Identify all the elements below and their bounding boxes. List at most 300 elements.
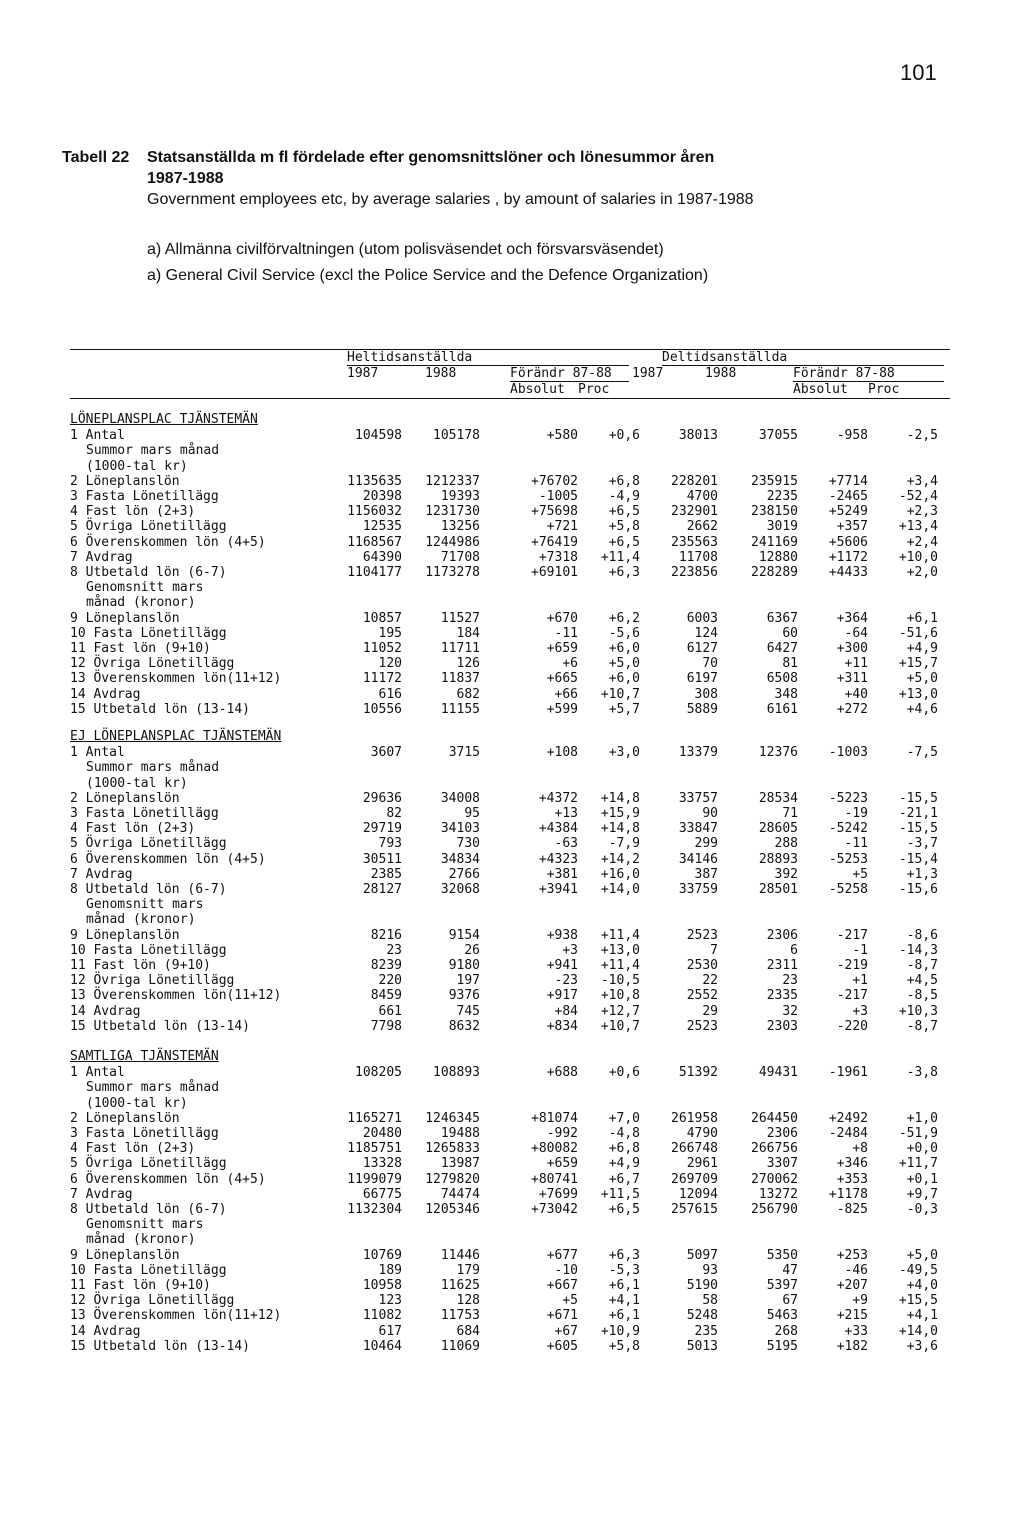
cell-part-1987: 58	[702, 1293, 718, 1309]
cell-full-1988: 11446	[440, 1247, 480, 1263]
header-part-change: Förändr 87-88	[793, 366, 895, 381]
cell-part-change-pct: +0,0	[906, 1141, 938, 1157]
cell-part-change-pct: -51,6	[898, 625, 938, 641]
cell-part-change-abs: +4433	[828, 565, 868, 580]
cell-full-1988: 105178	[433, 428, 480, 444]
row-label: 3 Fasta Lönetillägg	[70, 806, 219, 821]
cell-part-1987: 299	[694, 836, 718, 852]
page-number: 101	[900, 60, 937, 85]
cell-part-1987: 261958	[671, 1110, 718, 1126]
cell-part-change-pct: -8,7	[906, 958, 938, 973]
cell-full-change-abs: +84	[554, 1003, 578, 1019]
cell-part-1988: 2306	[766, 1126, 798, 1141]
cell-part-1987: 4790	[686, 1126, 718, 1141]
cell-full-change-pct: +5,7	[608, 701, 640, 717]
cell-full-1987: 7798	[370, 1018, 402, 1034]
row-label: 4 Fast lön (2+3)	[70, 504, 196, 520]
cell-part-1988: 6427	[766, 641, 798, 656]
cell-part-1988: 47	[782, 1262, 798, 1278]
cell-full-1987: 120	[378, 656, 402, 672]
cell-part-change-pct: -21,1	[898, 806, 938, 821]
cell-full-1987: 28127	[362, 882, 402, 897]
cell-part-change-pct: +4,9	[906, 641, 938, 656]
cell-part-1987: 228201	[671, 473, 718, 489]
cell-full-change-pct: +6,1	[608, 1278, 640, 1293]
cell-part-change-pct: -15,4	[898, 851, 938, 867]
row-label: (1000-tal kr)	[86, 775, 188, 791]
cell-part-1987: 70	[702, 656, 718, 672]
cell-full-1987: 793	[378, 836, 402, 852]
cell-part-change-abs: +7714	[828, 473, 868, 489]
row-label: 11 Fast lön (9+10)	[70, 958, 211, 973]
cell-full-1987: 1185751	[347, 1141, 402, 1157]
cell-part-change-pct: -3,7	[906, 836, 938, 852]
cell-full-1987: 195	[378, 625, 402, 641]
title-swedish-line2: 1987-1988	[147, 170, 224, 187]
cell-full-1987: 3607	[370, 745, 402, 761]
row-label: 1 Antal	[70, 745, 125, 761]
cell-full-change-abs: +580	[546, 428, 578, 444]
cell-part-1987: 13379	[678, 745, 718, 761]
title-swedish-line1: Statsanställda m fl fördelade efter genomsnittslöner och lönesummor åren	[147, 149, 715, 166]
cell-full-change-pct: +10,9	[600, 1323, 640, 1339]
cell-part-change-abs: -2484	[828, 1126, 868, 1141]
cell-full-1987: 23	[386, 942, 402, 958]
row-label: månad (kronor)	[86, 595, 196, 611]
cell-part-change-abs: +300	[836, 641, 868, 656]
cell-part-change-pct: +0,1	[906, 1171, 938, 1187]
cell-part-1988: 3307	[766, 1156, 798, 1172]
cell-part-change-abs: +8	[852, 1141, 868, 1157]
cell-part-1988: 5397	[766, 1278, 798, 1293]
cell-full-1988: 1246345	[425, 1110, 480, 1126]
cell-full-1988: 684	[456, 1323, 480, 1339]
cell-full-1987: 10464	[362, 1338, 402, 1354]
cell-part-change-pct: +1,3	[906, 866, 938, 882]
cell-full-1987: 220	[378, 973, 402, 989]
row-label: 15 Utbetald lön (13-14)	[70, 701, 251, 717]
cell-full-1987: 1168567	[347, 534, 402, 550]
cell-full-change-pct: +6,0	[608, 641, 640, 656]
cell-part-1987: 29	[702, 1003, 718, 1019]
cell-part-change-abs: +272	[836, 701, 868, 717]
cell-full-change-pct: -5,3	[608, 1262, 640, 1278]
cell-full-change-pct: +6,7	[608, 1171, 640, 1187]
cell-part-1988: 12376	[758, 745, 798, 761]
cell-part-change-pct: +10,3	[898, 1003, 938, 1019]
cell-full-1988: 19393	[440, 489, 480, 504]
cell-full-1988: 11837	[440, 671, 480, 687]
cell-part-change-abs: +357	[836, 519, 868, 535]
cell-full-change-abs: +941	[546, 958, 578, 973]
row-label: 11 Fast lön (9+10)	[70, 641, 211, 656]
cell-full-change-abs: +6	[562, 656, 578, 672]
cell-part-1987: 232901	[671, 504, 718, 520]
cell-full-change-abs: +659	[546, 641, 578, 656]
row-label: Summor mars månad	[86, 760, 220, 776]
cell-full-change-pct: +12,7	[600, 1003, 640, 1019]
cell-full-1988: 126	[456, 656, 480, 672]
cell-full-1988: 11753	[440, 1308, 480, 1324]
cell-part-1987: 2662	[686, 519, 718, 535]
row-label: 7 Avdrag	[70, 549, 133, 565]
cell-full-change-pct: -10,5	[600, 973, 640, 989]
cell-full-1988: 11711	[440, 641, 480, 656]
cell-part-1987: 51392	[678, 1065, 718, 1081]
cell-full-1987: 30511	[362, 851, 402, 867]
cell-part-change-abs: -5223	[828, 790, 868, 806]
cell-full-change-pct: +5,0	[608, 656, 640, 672]
cell-part-change-abs: +5	[852, 866, 868, 882]
cell-full-1987: 617	[378, 1323, 402, 1339]
cell-full-1987: 108205	[355, 1065, 402, 1081]
cell-full-change-pct: +16,0	[600, 866, 640, 882]
row-label: 10 Fasta Lönetillägg	[70, 1262, 227, 1278]
cell-part-1987: 5013	[686, 1338, 718, 1354]
cell-full-change-abs: +76702	[531, 473, 578, 489]
cell-full-change-abs: +3	[562, 942, 578, 958]
cell-full-change-pct: +7,0	[608, 1110, 640, 1126]
header-part-absolute: Absolut	[793, 382, 848, 397]
cell-full-change-pct: +15,9	[600, 806, 640, 821]
cell-part-change-pct: -51,9	[898, 1126, 938, 1141]
row-label: 10 Fasta Lönetillägg	[70, 625, 227, 641]
cell-part-1987: 124	[694, 625, 718, 641]
cell-part-1988: 5463	[766, 1308, 798, 1324]
cell-full-change-abs: +659	[546, 1156, 578, 1172]
cell-full-change-pct: +5,8	[608, 1338, 640, 1354]
cell-part-1987: 34146	[678, 851, 718, 867]
cell-part-1987: 4700	[686, 489, 718, 504]
cell-full-1988: 108893	[433, 1065, 480, 1081]
cell-full-1988: 9376	[448, 988, 480, 1004]
row-label: 15 Utbetald lön (13-14)	[70, 1338, 251, 1354]
cell-full-1987: 8459	[370, 988, 402, 1004]
cell-part-1987: 266748	[671, 1141, 718, 1157]
row-label: Genomsnitt mars	[86, 897, 204, 913]
cell-part-change-abs: +364	[836, 610, 868, 626]
cell-part-change-pct: -2,5	[906, 428, 938, 444]
cell-part-1987: 269709	[671, 1171, 718, 1187]
cell-full-1987: 12535	[362, 519, 402, 535]
row-label: 9 Löneplanslön	[70, 610, 180, 626]
header-full-percent: Proc	[578, 382, 610, 397]
cell-part-1988: 13272	[758, 1186, 798, 1202]
cell-part-1988: 2311	[766, 958, 798, 973]
cell-full-1987: 29636	[362, 790, 402, 806]
row-label: Genomsnitt mars	[86, 1217, 204, 1233]
cell-part-1987: 33847	[678, 821, 718, 837]
cell-full-1987: 82	[386, 806, 402, 821]
cell-part-change-abs: -220	[836, 1018, 868, 1034]
row-label: 11 Fast lön (9+10)	[70, 1278, 211, 1293]
cell-full-1988: 128	[456, 1293, 480, 1309]
cell-part-1988: 5350	[766, 1247, 798, 1263]
cell-part-change-pct: +5,0	[906, 671, 938, 687]
cell-part-1987: 5889	[686, 701, 718, 717]
cell-full-1987: 1132304	[347, 1202, 402, 1217]
cell-part-1987: 22	[702, 973, 718, 989]
row-label: 14 Avdrag	[70, 1003, 141, 1019]
row-label: 9 Löneplanslön	[70, 1247, 180, 1263]
cell-part-change-abs: +33	[844, 1323, 868, 1339]
row-label: 13 Överenskommen lön(11+12)	[70, 1308, 282, 1324]
cell-full-change-pct: +6,8	[608, 1141, 640, 1157]
cell-part-change-pct: +2,0	[906, 565, 938, 580]
cell-full-change-abs: -63	[554, 836, 578, 852]
row-label: 8 Utbetald lön (6-7)	[70, 882, 227, 897]
cell-part-1988: 12880	[758, 549, 798, 565]
cell-part-1988: 32	[782, 1003, 798, 1019]
row-label: 6 Överenskommen lön (4+5)	[70, 851, 266, 867]
cell-full-1987: 11082	[362, 1308, 402, 1324]
cell-full-change-abs: +108	[546, 745, 578, 761]
cell-part-change-abs: -46	[844, 1262, 868, 1278]
cell-part-1987: 5248	[686, 1308, 718, 1324]
cell-part-change-pct: +15,5	[898, 1293, 938, 1309]
cell-full-1988: 1173278	[425, 565, 480, 580]
cell-part-change-pct: +2,4	[906, 534, 938, 550]
row-label: 13 Överenskommen lön(11+12)	[70, 988, 282, 1004]
cell-part-1987: 387	[694, 866, 718, 882]
table-label: Tabell 22	[62, 149, 130, 166]
cell-full-change-abs: +13	[554, 806, 578, 821]
cell-full-change-pct: +5,8	[608, 519, 640, 535]
group-title: LÖNEPLANSPLAC TJÄNSTEMÄN	[70, 412, 258, 427]
cell-part-1987: 2523	[686, 1018, 718, 1034]
cell-part-1988: 49431	[758, 1065, 798, 1081]
cell-full-change-pct: -7,9	[608, 836, 640, 852]
cell-full-change-abs: +7318	[538, 549, 578, 565]
cell-part-1987: 33757	[678, 790, 718, 806]
title-english: Government employees etc, by average salaries , by amount of salaries in 1987-1988	[147, 191, 754, 208]
row-label: 7 Avdrag	[70, 1186, 133, 1202]
cell-full-change-abs: +7699	[538, 1186, 578, 1202]
cell-full-change-pct: +3,0	[608, 745, 640, 761]
cell-part-change-pct: -15,5	[898, 790, 938, 806]
cell-full-change-abs: +688	[546, 1065, 578, 1081]
cell-part-1987: 5097	[686, 1247, 718, 1263]
cell-part-1987: 5190	[686, 1278, 718, 1293]
cell-part-1987: 12094	[678, 1186, 718, 1202]
cell-part-1988: 6367	[766, 610, 798, 626]
cell-part-change-pct: +4,6	[906, 701, 938, 717]
row-label: 14 Avdrag	[70, 1323, 141, 1339]
cell-full-change-pct: +13,0	[600, 942, 640, 958]
cell-full-1988: 74474	[440, 1186, 480, 1202]
header-full-1987: 1987	[347, 366, 379, 381]
cell-full-change-pct: +10,7	[600, 686, 640, 702]
cell-part-1987: 2523	[686, 927, 718, 943]
cell-full-change-pct: +6,5	[608, 534, 640, 550]
cell-part-change-abs: +1178	[828, 1186, 868, 1202]
cell-full-1987: 1135635	[347, 473, 402, 489]
cell-full-1988: 1212337	[425, 473, 480, 489]
cell-part-change-pct: -52,4	[898, 489, 938, 504]
cell-part-1987: 257615	[671, 1202, 718, 1217]
cell-part-1988: 2335	[766, 988, 798, 1004]
cell-part-change-abs: -217	[836, 927, 868, 943]
cell-full-change-abs: +4323	[538, 851, 578, 867]
cell-full-1988: 11625	[440, 1278, 480, 1293]
cell-part-change-pct: +14,0	[898, 1323, 938, 1339]
cell-full-1987: 29719	[362, 821, 402, 837]
cell-full-change-abs: +671	[546, 1308, 578, 1324]
cell-full-1988: 34008	[440, 790, 480, 806]
cell-part-change-pct: -14,3	[898, 942, 938, 958]
cell-full-change-abs: -10	[554, 1262, 578, 1278]
cell-full-1988: 2766	[448, 866, 480, 882]
cell-full-change-abs: +4384	[538, 821, 578, 837]
cell-full-1988: 71708	[440, 549, 480, 565]
cell-part-change-abs: -64	[844, 625, 868, 641]
cell-full-change-pct: +6,5	[608, 504, 640, 520]
row-label: 12 Övriga Lönetillägg	[70, 1293, 235, 1309]
cell-part-1988: 6	[790, 942, 798, 958]
row-label: 2 Löneplanslön	[70, 790, 180, 806]
cell-full-1987: 64390	[362, 549, 402, 565]
cell-part-1987: 6197	[686, 671, 718, 687]
cell-part-1988: 2306	[766, 927, 798, 943]
header-part-time: Deltidsanställda	[662, 350, 788, 365]
cell-full-1988: 95	[464, 806, 480, 821]
cell-full-change-abs: +381	[546, 866, 578, 882]
subtitle-english: a) General Civil Service (excl the Police Service and the Defence Organization)	[147, 267, 709, 284]
cell-full-1988: 32068	[440, 882, 480, 897]
cell-part-change-pct: +5,0	[906, 1247, 938, 1263]
cell-part-change-abs: +311	[836, 671, 868, 687]
cell-part-change-abs: -1961	[828, 1065, 868, 1081]
cell-part-change-abs: +2492	[828, 1110, 868, 1126]
row-label: 13 Överenskommen lön(11+12)	[70, 671, 282, 687]
row-label: 1 Antal	[70, 1065, 125, 1081]
cell-full-1987: 1199079	[347, 1171, 402, 1187]
cell-full-change-abs: +721	[546, 519, 578, 535]
cell-part-change-abs: -19	[844, 806, 868, 821]
row-label: Summor mars månad	[86, 1080, 220, 1096]
cell-full-1987: 10857	[362, 610, 402, 626]
header-part-1987: 1987	[632, 366, 664, 381]
row-label: 3 Fasta Lönetillägg	[70, 1126, 219, 1141]
cell-full-1987: 616	[378, 686, 402, 702]
row-label: 2 Löneplanslön	[70, 473, 180, 489]
cell-full-1987: 11052	[362, 641, 402, 656]
cell-full-1987: 20480	[362, 1126, 402, 1141]
cell-part-change-abs: +11	[844, 656, 868, 672]
cell-full-change-abs: +917	[546, 988, 578, 1004]
cell-part-1987: 6127	[686, 641, 718, 656]
cell-part-1988: 5195	[766, 1338, 798, 1354]
row-label: 8 Utbetald lön (6-7)	[70, 1202, 227, 1217]
cell-full-1987: 8239	[370, 958, 402, 973]
row-label: 4 Fast lön (2+3)	[70, 1141, 196, 1157]
cell-full-change-abs: +76419	[531, 534, 578, 550]
cell-full-change-pct: +6,3	[608, 1247, 640, 1263]
cell-part-change-abs: +346	[836, 1156, 868, 1172]
row-label: 5 Övriga Lönetillägg	[70, 1156, 227, 1172]
row-label: 6 Överenskommen lön (4+5)	[70, 1171, 266, 1187]
cell-part-change-abs: +182	[836, 1338, 868, 1354]
cell-part-change-pct: +2,3	[906, 504, 938, 520]
cell-full-change-abs: +5	[562, 1293, 578, 1309]
row-label: (1000-tal kr)	[86, 458, 188, 474]
cell-full-change-abs: -1005	[538, 489, 578, 504]
cell-part-change-pct: -8,5	[906, 988, 938, 1004]
cell-full-1988: 9180	[448, 958, 480, 973]
cell-part-1988: 81	[782, 656, 798, 672]
cell-full-change-abs: -992	[546, 1126, 578, 1141]
cell-part-1988: 6161	[766, 701, 798, 717]
cell-full-change-abs: +834	[546, 1018, 578, 1034]
cell-part-change-pct: -8,6	[906, 927, 938, 943]
cell-part-1988: 28534	[758, 790, 798, 806]
cell-part-change-abs: +215	[836, 1308, 868, 1324]
cell-part-1988: 2235	[766, 489, 798, 504]
cell-part-change-abs: +207	[836, 1278, 868, 1293]
cell-full-change-pct: +4,9	[608, 1156, 640, 1172]
cell-full-change-pct: +0,6	[608, 428, 640, 444]
cell-full-change-abs: +938	[546, 927, 578, 943]
cell-part-1987: 235	[694, 1323, 718, 1339]
cell-part-1987: 38013	[678, 428, 718, 444]
cell-part-1988: 266756	[751, 1141, 798, 1157]
cell-part-change-pct: +4,0	[906, 1278, 938, 1293]
cell-full-1988: 9154	[448, 927, 480, 943]
cell-part-change-pct: -15,6	[898, 882, 938, 897]
cell-part-1988: 6508	[766, 671, 798, 687]
cell-part-1987: 33759	[678, 882, 718, 897]
cell-part-change-pct: +4,1	[906, 1308, 938, 1324]
cell-full-change-pct: +11,4	[600, 958, 640, 973]
cell-full-1988: 197	[456, 973, 480, 989]
cell-full-1987: 20398	[362, 489, 402, 504]
cell-part-change-abs: -1003	[828, 745, 868, 761]
cell-full-change-abs: +665	[546, 671, 578, 687]
cell-part-change-abs: -825	[836, 1202, 868, 1217]
cell-part-1987: 2552	[686, 988, 718, 1004]
row-label: 5 Övriga Lönetillägg	[70, 519, 227, 535]
cell-full-change-pct: +6,1	[608, 1308, 640, 1324]
header-full-change: Förändr 87-88	[510, 366, 612, 381]
row-label: 4 Fast lön (2+3)	[70, 821, 196, 837]
cell-full-change-pct: +6,0	[608, 671, 640, 687]
cell-part-change-abs: +5606	[828, 534, 868, 550]
cell-part-1988: 28893	[758, 851, 798, 867]
cell-full-1987: 13328	[362, 1156, 402, 1172]
cell-full-change-pct: +6,3	[608, 565, 640, 580]
cell-part-1988: 23	[782, 973, 798, 989]
cell-part-change-abs: +353	[836, 1171, 868, 1187]
cell-full-change-abs: +3941	[538, 882, 578, 897]
cell-full-change-pct: +6,2	[608, 610, 640, 626]
cell-full-1988: 34834	[440, 851, 480, 867]
row-label: 9 Löneplanslön	[70, 927, 180, 943]
cell-full-1988: 8632	[448, 1018, 480, 1034]
cell-full-change-pct: +4,1	[608, 1293, 640, 1309]
cell-full-1988: 11527	[440, 610, 480, 626]
row-label: 15 Utbetald lön (13-14)	[70, 1018, 251, 1034]
cell-part-1988: 71	[782, 806, 798, 821]
cell-full-1988: 745	[456, 1003, 480, 1019]
cell-full-change-pct: +11,4	[600, 549, 640, 565]
row-label: 7 Avdrag	[70, 866, 133, 882]
cell-full-change-abs: +4372	[538, 790, 578, 806]
cell-full-change-abs: +73042	[531, 1202, 578, 1217]
cell-full-1987: 10556	[362, 701, 402, 717]
cell-part-1988: 28501	[758, 882, 798, 897]
cell-part-1987: 6003	[686, 610, 718, 626]
cell-full-change-pct: +6,8	[608, 473, 640, 489]
